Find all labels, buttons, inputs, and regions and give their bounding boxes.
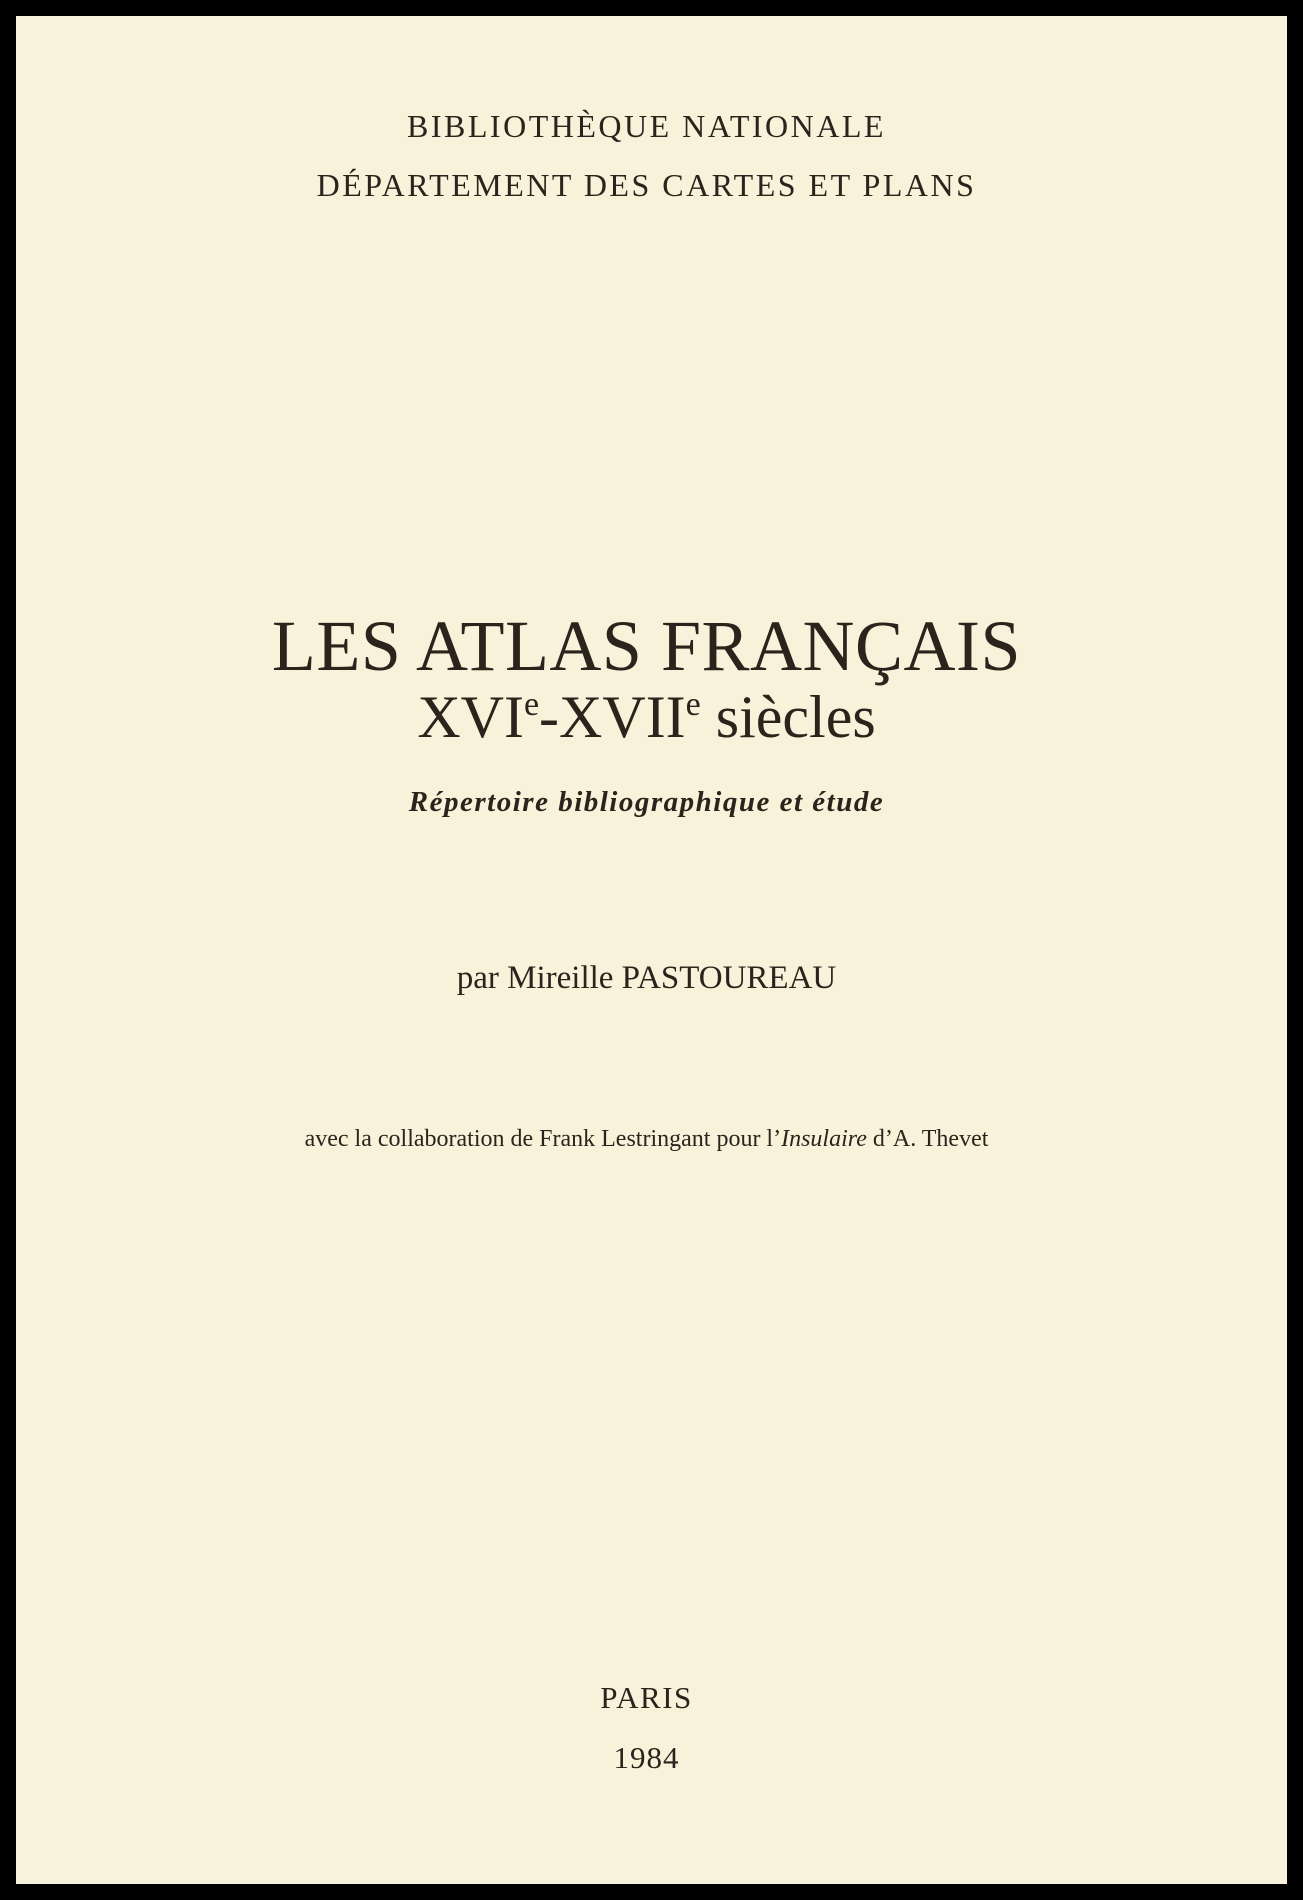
centuries-word: siècles	[700, 684, 876, 750]
collaboration-work: Insulaire	[781, 1126, 867, 1152]
publication-year: 1984	[613, 1740, 680, 1775]
century-separator: -	[539, 684, 560, 750]
centuries-line	[11, 684, 1282, 750]
collaboration-prefix: avec la collaboration de Frank Lestringant pour l’	[304, 1126, 782, 1152]
first-century-numeral: XVI	[417, 684, 524, 750]
author-line: par Mireille PASTOUREAU	[456, 960, 837, 996]
publication-city: PARIS	[600, 1680, 693, 1715]
second-century-numeral: XVII	[559, 684, 686, 750]
collaboration-line	[11, 1126, 1282, 1153]
second-century-suffix: e	[685, 686, 701, 723]
book-title: LES ATLAS FRANÇAIS	[271, 606, 1022, 686]
title-page	[16, 16, 1287, 1884]
book-subtitle: Répertoire bibliographique et étude	[408, 786, 885, 818]
collaboration-suffix: d’A. Thevet	[866, 1126, 989, 1152]
institution-name: BIBLIOTHÈQUE NATIONALE	[407, 108, 886, 144]
first-century-suffix: e	[523, 686, 540, 723]
department-name: DÉPARTEMENT DES CARTES ET PLANS	[316, 167, 977, 203]
